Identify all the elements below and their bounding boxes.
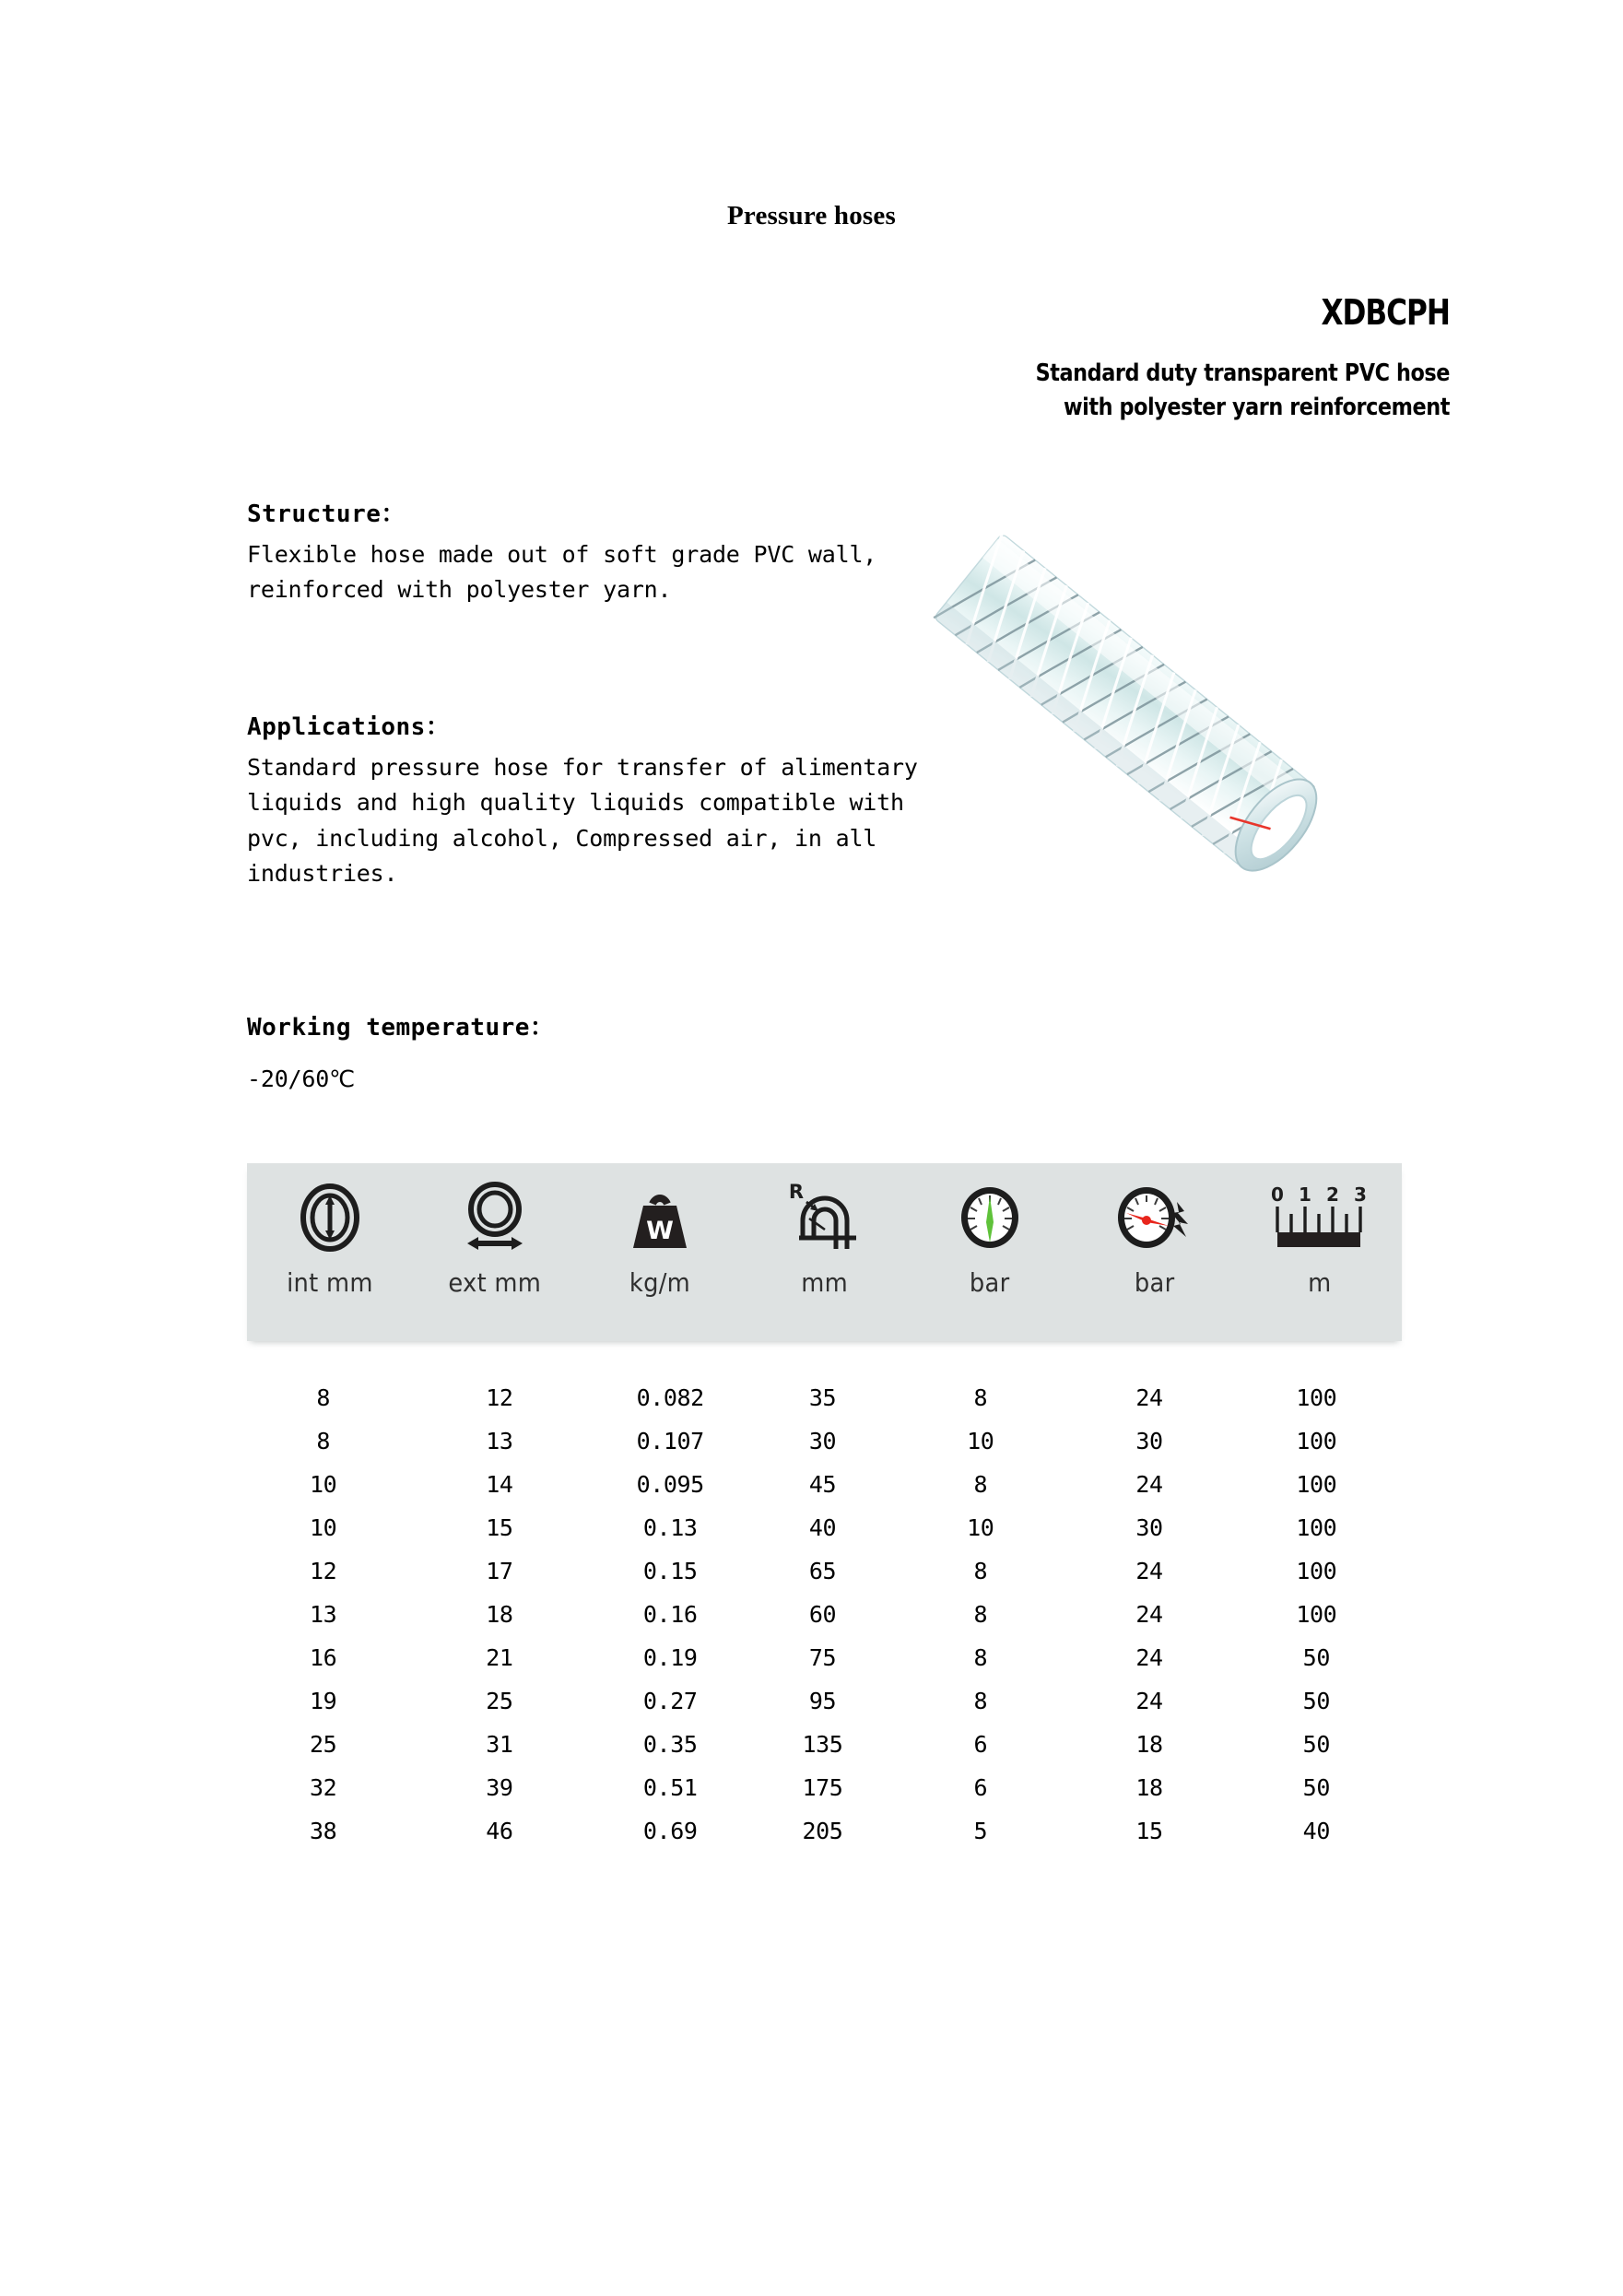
table-cell: 46 — [486, 1818, 513, 1844]
structure-body: Flexible hose made out of soft grade PVC wall, reinforced with polyester yarn. — [247, 541, 877, 604]
table-cell: 31 — [486, 1731, 513, 1758]
table-cell: 100 — [1296, 1471, 1337, 1498]
table-cell: 50 — [1302, 1644, 1330, 1671]
column-header-label: bar — [1134, 1267, 1175, 1298]
table-cell: 6 — [973, 1731, 988, 1758]
bend-radius-icon — [786, 1179, 864, 1256]
table-cell: 35 — [808, 1384, 837, 1411]
column-header-int-mm — [247, 1163, 412, 1341]
specification-table-header — [247, 1163, 1402, 1341]
table-row — [247, 1636, 1402, 1679]
table-cell: 0.15 — [642, 1558, 698, 1584]
table-cell: 8 — [973, 1644, 988, 1671]
table-cell: 24 — [1135, 1558, 1163, 1584]
table-cell: 32 — [309, 1774, 337, 1801]
column-header-label: m — [1307, 1267, 1332, 1298]
length-ruler-icon — [1268, 1179, 1371, 1256]
weight-icon-letter: W — [645, 1217, 674, 1245]
product-subtitle-line-2: with polyester yarn reinforcement — [1063, 393, 1450, 421]
table-cell: 40 — [1302, 1818, 1330, 1844]
structure-heading: Structure： — [247, 500, 406, 528]
table-cell: 0.69 — [642, 1818, 698, 1844]
table-cell: 21 — [486, 1644, 513, 1671]
table-row — [247, 1463, 1402, 1506]
working-temperature-heading: Working temperature： — [247, 1014, 555, 1042]
table-cell: 13 — [486, 1428, 513, 1454]
ruler-label-2: 2 — [1325, 1183, 1339, 1206]
table-cell: 10 — [967, 1514, 994, 1541]
table-cell: 8 — [973, 1688, 988, 1714]
table-row — [247, 1376, 1402, 1419]
table-cell: 8 — [973, 1384, 988, 1411]
product-subtitle-line-1: Standard duty transparent PVC hose — [1035, 359, 1450, 387]
table-cell: 8 — [316, 1384, 330, 1411]
table-cell: 13 — [309, 1601, 337, 1628]
product-identity-block — [878, 292, 1450, 425]
table-cell: 16 — [309, 1644, 337, 1671]
applications-body: Standard pressure hose for transfer of alimentary liquids and high quality liquids compatible with pvc, including alcohol, Compressed air, in all industries. — [247, 754, 918, 887]
table-cell: 0.107 — [636, 1428, 704, 1454]
column-header-working-pressure-bar — [907, 1163, 1072, 1341]
table-cell: 30 — [1135, 1428, 1163, 1454]
table-cell: 24 — [1135, 1688, 1163, 1714]
table-cell: 0.35 — [642, 1731, 698, 1758]
table-cell: 8 — [973, 1558, 988, 1584]
table-cell: 18 — [486, 1601, 513, 1628]
table-cell: 50 — [1302, 1774, 1330, 1801]
product-code: XDBCPH — [1321, 292, 1450, 333]
table-cell: 10 — [309, 1514, 337, 1541]
table-row — [247, 1549, 1402, 1593]
table-cell: 0.16 — [642, 1601, 698, 1628]
table-cell: 38 — [309, 1818, 337, 1844]
specification-table — [247, 1163, 1402, 1853]
table-cell: 39 — [486, 1774, 513, 1801]
table-cell: 5 — [973, 1818, 988, 1844]
table-cell: 205 — [802, 1818, 843, 1844]
table-cell: 14 — [486, 1471, 513, 1498]
table-cell: 10 — [967, 1428, 994, 1454]
column-header-label: mm — [801, 1267, 848, 1298]
table-cell: 45 — [808, 1471, 837, 1498]
column-header-label: ext mm — [448, 1267, 541, 1298]
table-cell: 8 — [973, 1471, 988, 1498]
table-cell: 0.19 — [642, 1644, 698, 1671]
table-row — [247, 1593, 1402, 1636]
table-cell: 19 — [309, 1688, 337, 1714]
specification-table-body — [247, 1376, 1402, 1853]
table-cell: 65 — [808, 1558, 837, 1584]
table-cell: 18 — [1135, 1731, 1163, 1758]
table-cell: 25 — [486, 1688, 513, 1714]
table-cell: 24 — [1135, 1384, 1163, 1411]
table-cell: 100 — [1296, 1384, 1337, 1411]
table-cell: 6 — [973, 1774, 988, 1801]
column-header-label: bar — [969, 1267, 1010, 1298]
table-cell: 8 — [973, 1601, 988, 1628]
column-header-label: kg/m — [629, 1267, 690, 1298]
table-cell: 30 — [1135, 1514, 1163, 1541]
hose-illustration — [908, 521, 1405, 926]
column-header-length-m — [1237, 1163, 1402, 1341]
column-header-kg-per-m — [577, 1163, 742, 1341]
table-cell: 100 — [1296, 1601, 1337, 1628]
table-cell: 100 — [1296, 1514, 1337, 1541]
column-header-ext-mm — [412, 1163, 577, 1341]
table-cell: 0.27 — [642, 1688, 698, 1714]
table-cell: 12 — [486, 1384, 513, 1411]
table-cell: 10 — [309, 1471, 337, 1498]
table-cell: 0.095 — [636, 1471, 704, 1498]
outer-diameter-icon — [460, 1179, 530, 1256]
working-temperature-value: -20/60℃ — [247, 1066, 355, 1092]
column-header-bend-radius-mm — [742, 1163, 907, 1341]
product-subtitle — [959, 357, 1450, 425]
table-cell: 12 — [309, 1558, 337, 1584]
table-row — [247, 1506, 1402, 1549]
table-cell: 24 — [1135, 1601, 1163, 1628]
hose-product-image — [908, 521, 1405, 926]
table-cell: 8 — [316, 1428, 330, 1454]
burst-pressure-gauge-icon — [1112, 1179, 1197, 1256]
table-cell: 18 — [1135, 1774, 1163, 1801]
table-cell: 40 — [808, 1514, 837, 1541]
table-cell: 95 — [808, 1688, 837, 1714]
table-row — [247, 1809, 1402, 1853]
table-cell: 0.082 — [636, 1384, 704, 1411]
table-row — [247, 1723, 1402, 1766]
table-cell: 15 — [486, 1514, 513, 1541]
table-cell: 50 — [1302, 1688, 1330, 1714]
table-cell: 24 — [1135, 1644, 1163, 1671]
bend-radius-icon-letter: R — [788, 1181, 804, 1203]
page-title: Pressure hoses — [727, 201, 896, 230]
ruler-label-3: 3 — [1353, 1183, 1367, 1206]
ruler-label-0: 0 — [1270, 1183, 1284, 1206]
table-cell: 24 — [1135, 1471, 1163, 1498]
ruler-label-1: 1 — [1298, 1183, 1311, 1206]
table-cell: 100 — [1296, 1428, 1337, 1454]
inner-diameter-icon — [297, 1179, 363, 1256]
weight-icon — [626, 1179, 694, 1256]
table-cell: 17 — [486, 1558, 513, 1584]
table-cell: 60 — [808, 1601, 837, 1628]
table-cell: 0.51 — [642, 1774, 698, 1801]
table-cell: 50 — [1302, 1731, 1330, 1758]
table-cell: 0.13 — [642, 1514, 698, 1541]
table-cell: 25 — [309, 1731, 337, 1758]
table-cell: 175 — [802, 1774, 843, 1801]
table-cell: 15 — [1135, 1818, 1163, 1844]
applications-heading: Applications： — [247, 713, 451, 741]
table-row — [247, 1679, 1402, 1723]
table-cell: 75 — [808, 1644, 837, 1671]
column-header-burst-pressure-bar — [1072, 1163, 1237, 1341]
table-row — [247, 1419, 1402, 1463]
table-cell: 100 — [1296, 1558, 1337, 1584]
column-header-label: int mm — [286, 1267, 373, 1298]
table-cell: 30 — [808, 1428, 837, 1454]
table-cell: 135 — [802, 1731, 843, 1758]
table-row — [247, 1766, 1402, 1809]
working-pressure-gauge-icon — [956, 1179, 1024, 1256]
